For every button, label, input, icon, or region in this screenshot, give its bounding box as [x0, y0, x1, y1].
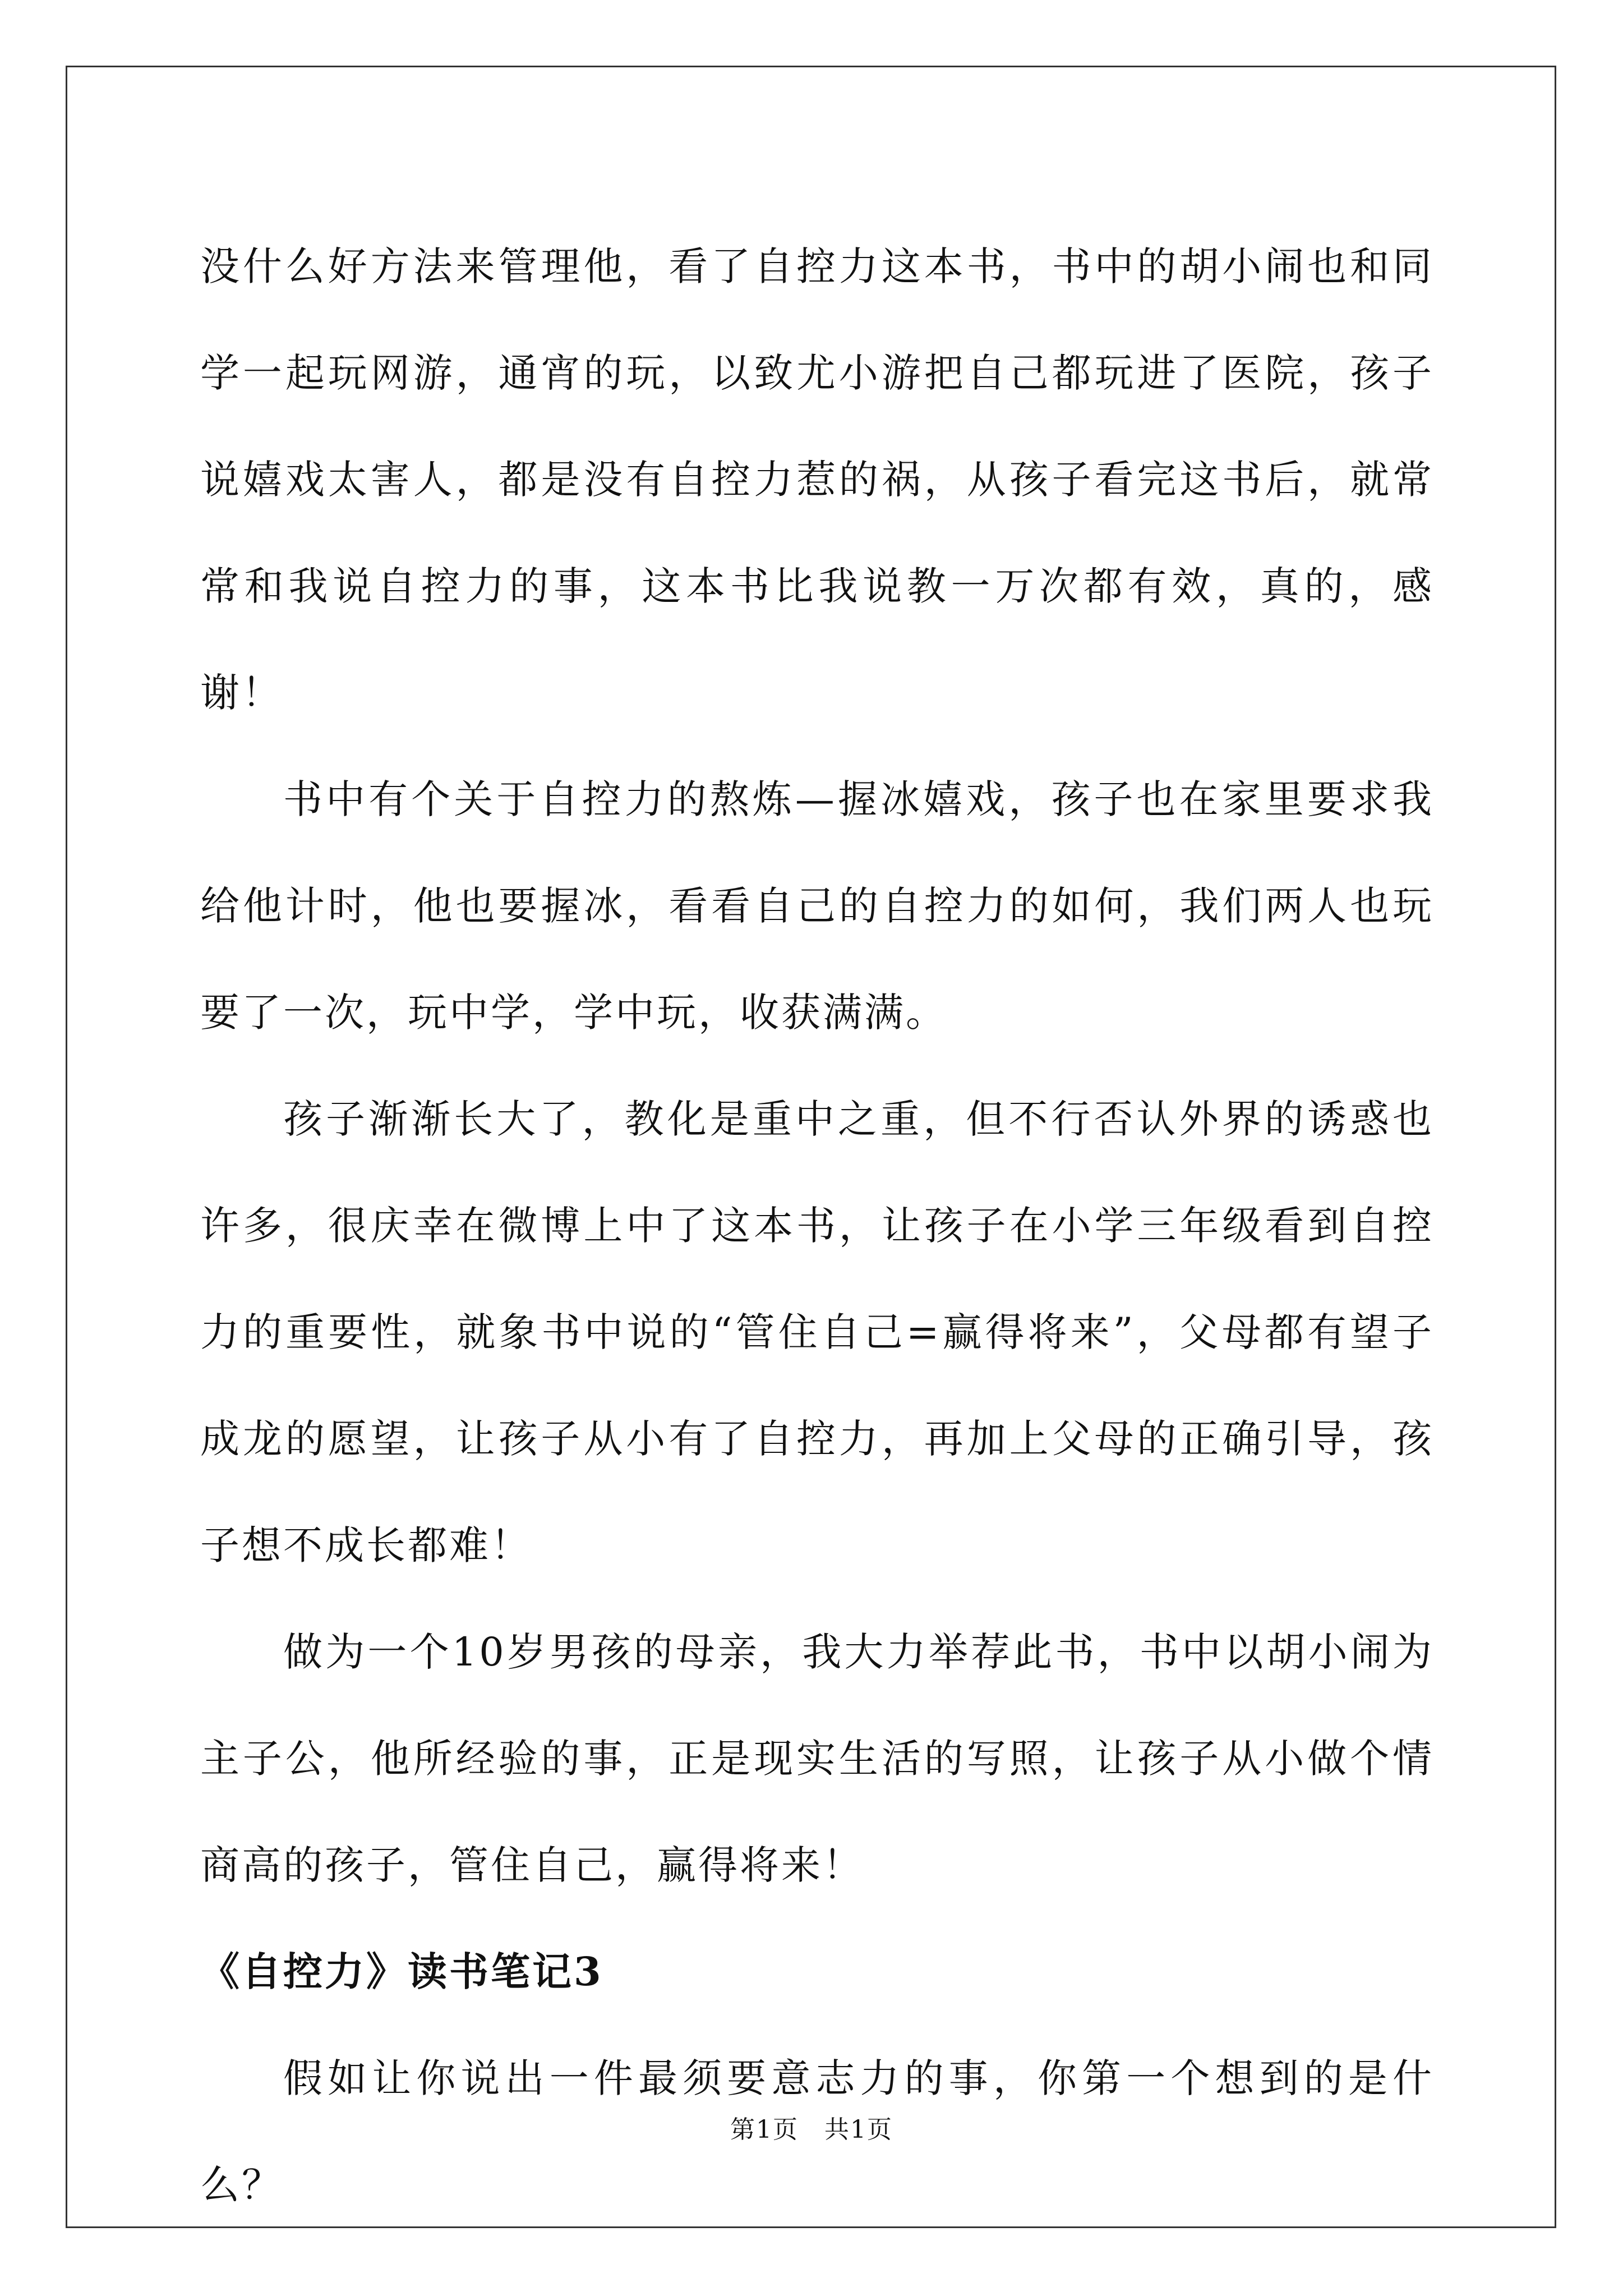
- section-heading: 《自控力》读书笔记3: [200, 1948, 603, 1995]
- page-number-footer: 第1页 共1页: [730, 2115, 893, 2144]
- paragraph-4: 做为一个10岁男孩的母亲，我大力举荐此书，书中以胡小闹为主子公，他所经验的事，正是现实生活的写照，让孩子从小做个情商高的孩子，管住自己，赢得将来！: [200, 1629, 1434, 1888]
- paragraph-5: 假如让你说出一件最须要意志力的事，你第一个想到的是什么？: [200, 2055, 1434, 2208]
- paragraph-1: 没什么好方法来管理他，看了自控力这本书，书中的胡小闹也和同学一起玩网游，通宵的玩，以致尤小游把自己都玩进了医院，孩子说嬉戏太害人，都是没有自控力惹的祸，从孩子看完这书后，就常常和我说自控力的事，这本书比我说教一万次都有效，真的，感谢！: [200, 243, 1434, 716]
- paragraph-2: 书中有个关于自控力的熬炼—握冰嬉戏，孩子也在家里要求我给他计时，他也要握冰，看看自己的自控力的如何，我们两人也玩要了一次，玩中学，学中玩，收获满满。: [200, 776, 1434, 1036]
- document-body: [200, 213, 1434, 2238]
- paragraph-3: 孩子渐渐长大了，教化是重中之重，但不行否认外界的诱惑也许多，很庆幸在微博上中了这本书，让孩子在小学三年级看到自控力的重要性，就象书中说的“管住自己=赢得将来”，父母都有望子成龙的愿望，让孩子从小有了自控力，再加上父母的正确引导，孩子想不成长都难！: [200, 1096, 1434, 1568]
